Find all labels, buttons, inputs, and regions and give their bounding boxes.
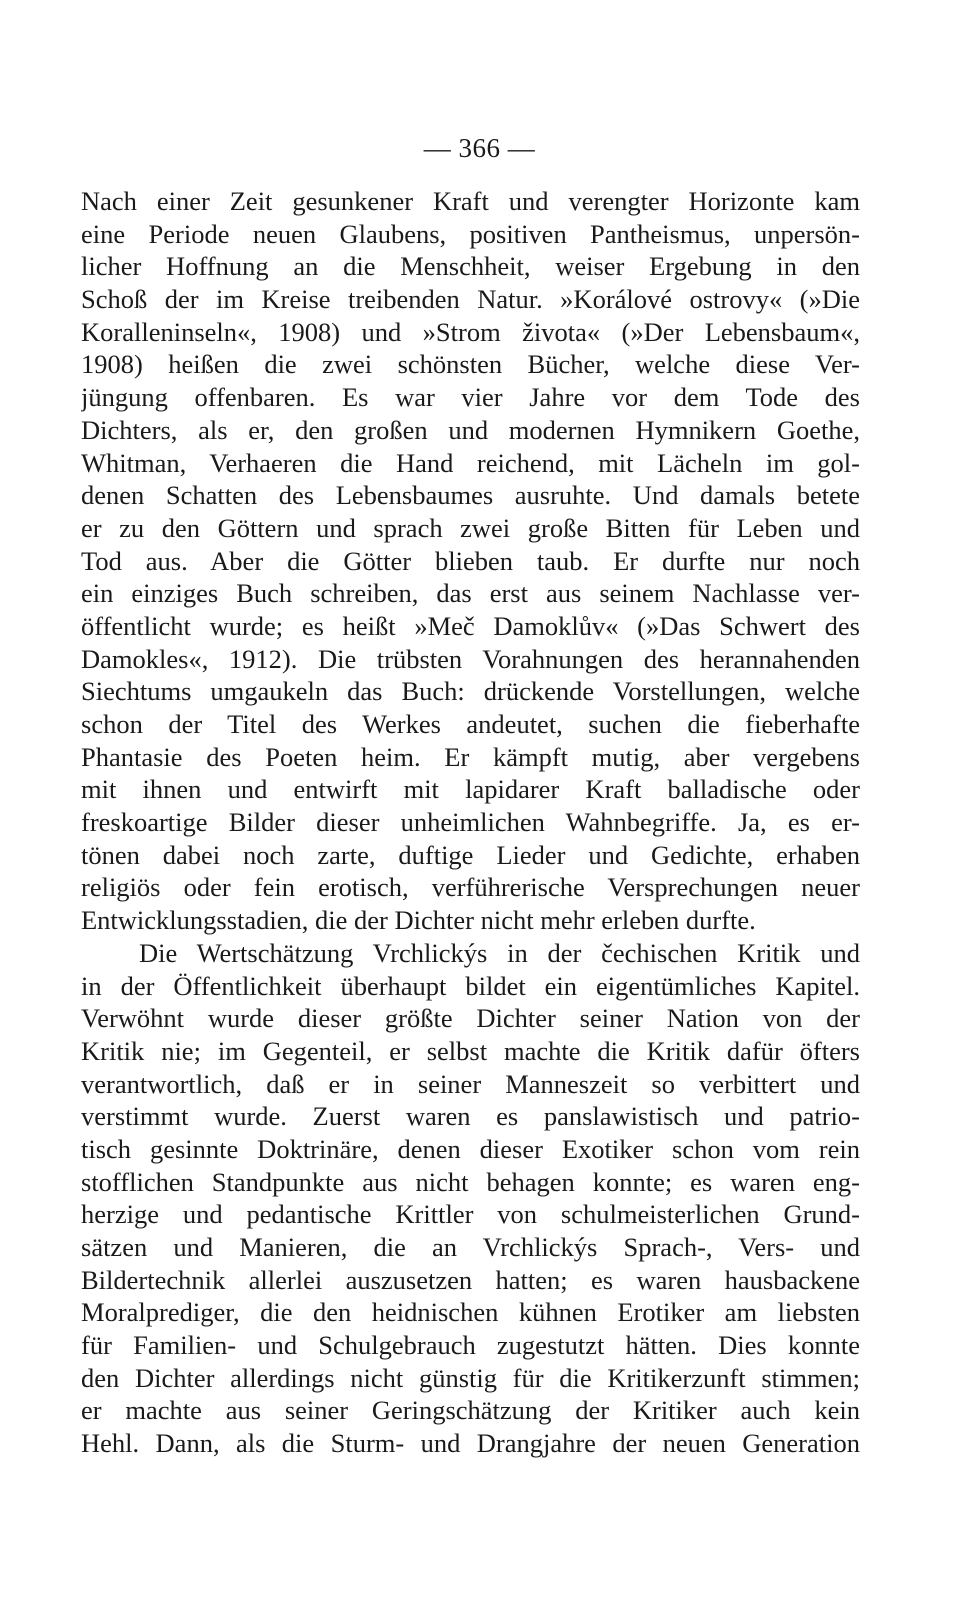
text-line: jüngung offenbaren. Es war vier Jahre vor dem Tode des (81, 382, 860, 413)
text-line: religiös oder fein erotisch, verführerische Versprechungen neuer (81, 872, 860, 903)
text-line: Entwicklungsstadien, die der Dichter nicht mehr erleben durfte. (81, 905, 756, 936)
text-line: Schoß der im Kreise treibenden Natur. »Korálové ostrovy« (»Die (81, 284, 860, 315)
text-line: Whitman, Verhaeren die Hand reichend, mit Lächeln im gol- (81, 447, 860, 478)
text-line: licher Hoffnung an die Menschheit, weiser Ergebung in den (81, 251, 860, 282)
text-line: Nach einer Zeit gesunkener Kraft und verengter Horizonte kam (81, 186, 860, 216)
text-line: freskoartige Bilder dieser unheimlichen Wahnbegriffe. Ja, es er- (81, 807, 860, 838)
text-line: eine Periode neuen Glaubens, positiven Pantheismus, unpersön- (81, 218, 860, 249)
text-line: für Familien- und Schulgebrauch zugestutzt hätten. Dies konnte (81, 1330, 860, 1361)
text-line: Hehl. Dann, als die Sturm- und Drangjahre der neuen Generation (81, 1428, 860, 1459)
text-line: verstimmt wurde. Zuerst waren es panslawistisch und patrio- (81, 1101, 860, 1132)
text-line: Bildertechnik allerlei auszusetzen hatten; es waren hausbackene (81, 1264, 860, 1295)
text-line: Phantasie des Poeten heim. Er kämpft mutig, aber vergebens (81, 741, 860, 772)
text-line: Tod aus. Aber die Götter blieben taub. Er durfte nur noch (81, 545, 860, 576)
text-line: Koralleninseln«, 1908) und »Strom života« (»Der Lebensbaum«, (81, 316, 860, 347)
text-line: tönen dabei noch zarte, duftige Lieder und Gedichte, erhaben (81, 839, 860, 870)
text-line: in der Öffentlichkeit überhaupt bildet ein eigentümliches Kapitel. (81, 970, 860, 1001)
text-line: Dichters, als er, den großen und modernen Hymnikern Goethe, (81, 414, 860, 445)
text-line: mit ihnen und entwirft mit lapidarer Kraft balladische oder (81, 774, 860, 805)
text-line: ein einziges Buch schreiben, das erst aus seinem Nachlasse ver- (81, 578, 860, 609)
text-line: Damokles«, 1912). Die trübsten Vorahnungen des herannahenden (81, 643, 860, 674)
text-line: Verwöhnt wurde dieser größte Dichter seiner Nation von der (81, 1003, 860, 1034)
text-line: sätzen und Manieren, die an Vrchlickýs Sprach-, Vers- und (81, 1232, 860, 1262)
text-line: öffentlicht wurde; es heißt »Meč Damoklův« (»Das Schwert des (81, 610, 860, 641)
text-line: stofflichen Standpunkte aus nicht behagen konnte; es waren eng- (81, 1166, 860, 1197)
text-line: Siechtums umgaukeln das Buch: drückende Vorstellungen, welche (81, 676, 860, 707)
body-text (81, 185, 860, 1460)
text-line: 1908) heißen die zwei schönsten Bücher, welche diese Ver- (81, 349, 860, 380)
text-line: er zu den Göttern und sprach zwei große Bitten für Leben und (81, 512, 860, 543)
text-line: schon der Titel des Werkes andeutet, suchen die fieberhafte (81, 709, 860, 739)
text-line: Die Wertschätzung Vrchlickýs in der čechischen Kritik und (139, 937, 860, 968)
text-line: Kritik nie; im Gegenteil, er selbst machte die Kritik dafür öfters (81, 1035, 860, 1066)
text-line: tisch gesinnte Doktrinäre, denen dieser Exotiker schon vom rein (81, 1133, 860, 1164)
text-line: denen Schatten des Lebensbaumes ausruhte. Und damals betete (81, 480, 860, 511)
text-line: den Dichter allerdings nicht günstig für die Kritikerzunft stimmen; (81, 1362, 860, 1393)
text-line: er machte aus seiner Geringschätzung der Kritiker auch kein (81, 1395, 860, 1426)
page-number: — 366 — (423, 133, 536, 163)
text-line: Moralprediger, die den heidnischen kühnen Erotiker am liebsten (81, 1297, 860, 1328)
text-line: verantwortlich, daß er in seiner Manneszeit so verbittert und (81, 1068, 860, 1099)
text-line: herzige und pedantische Krittler von schulmeisterlichen Grund- (81, 1199, 860, 1230)
